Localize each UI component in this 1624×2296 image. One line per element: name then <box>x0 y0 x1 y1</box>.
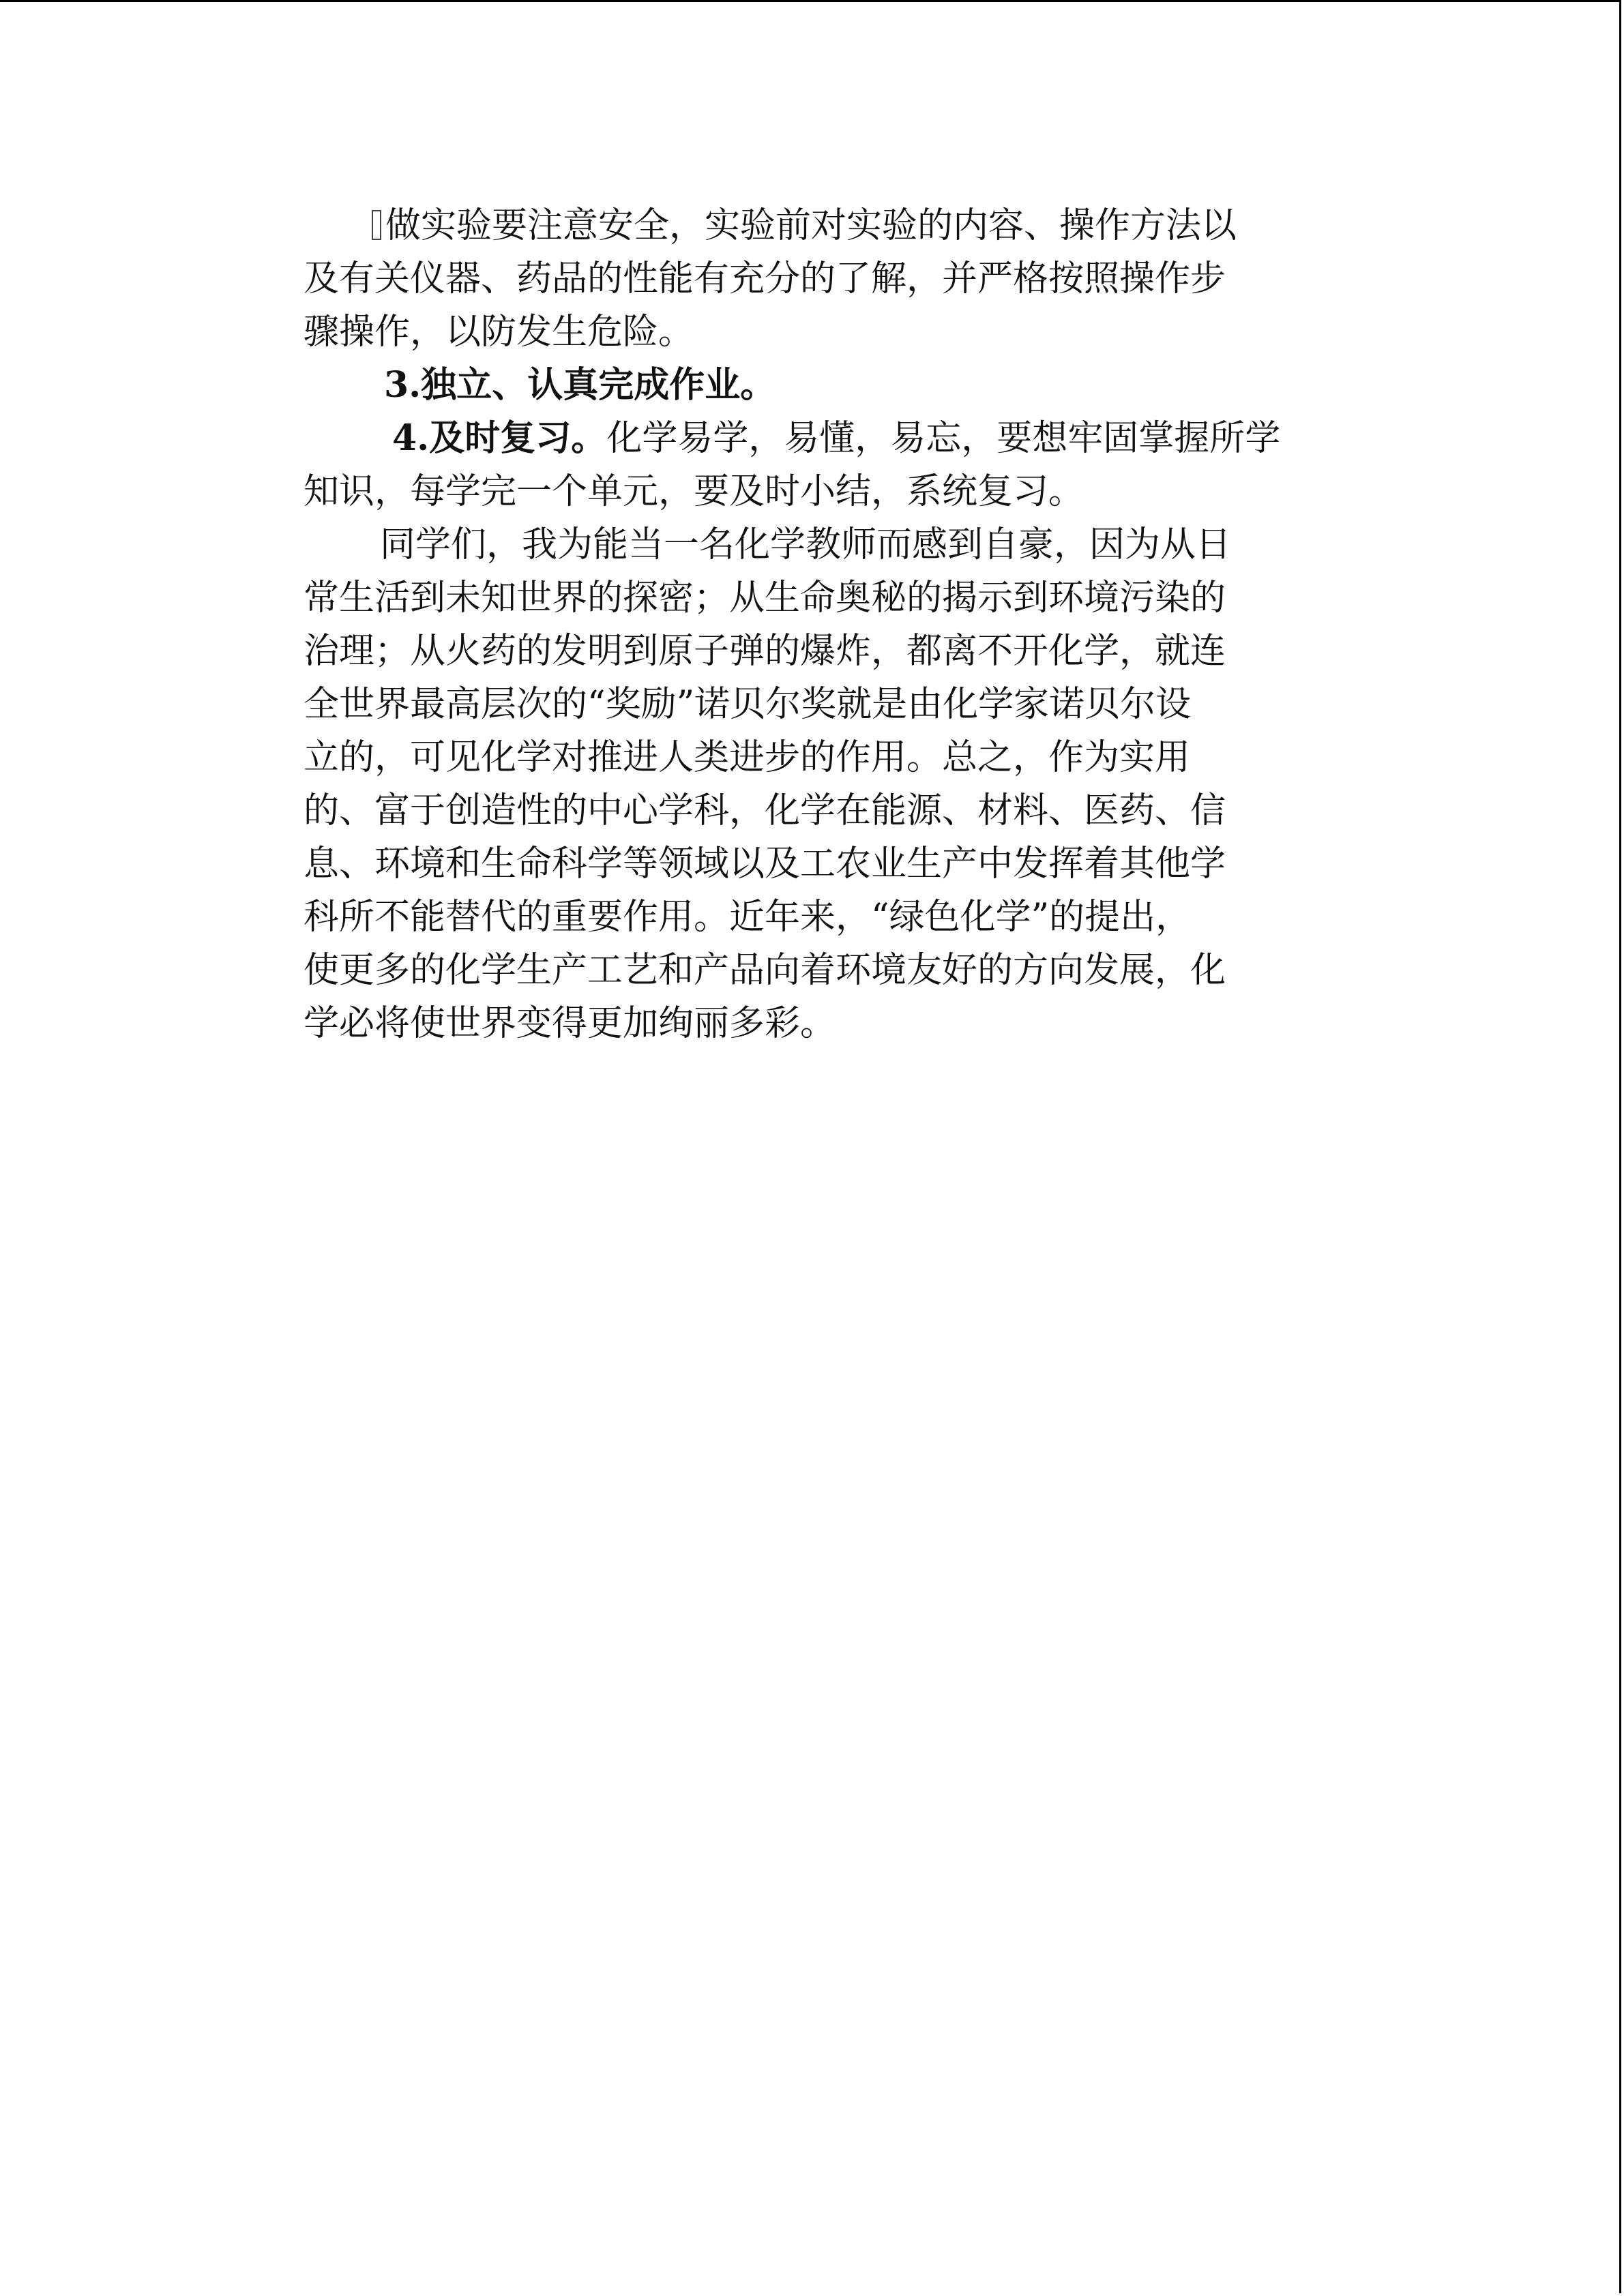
paragraph1-line2: 及有关仪器、药品的性能有充分的了解，并严格按照操作步 <box>304 258 1226 299</box>
paragraph1-line1-text: 做实验要注意安全，实验前对实验的内容、操作方法以 <box>385 205 1237 246</box>
paragraph1-line1 <box>372 199 1237 252</box>
paragraph2-line: 同学们，我为能当一名化学教师而感到自豪，因为从日 <box>380 524 1232 565</box>
item3-heading: 3.独立、认真完成作业。 <box>384 364 776 406</box>
item4-line2: 知识，每学完一个单元，要及时小结，系统复习。 <box>304 471 1084 512</box>
paragraph2-line: 全世界最高层次的“奖励”诺贝尔奖就是由化学家诺贝尔设 <box>304 684 1192 725</box>
paragraph1-line3: 骤操作，以防发生危险。 <box>304 312 694 353</box>
paragraph2-line: 常生活到未知世界的探密；从生命奥秘的揭示到环境污染的 <box>304 578 1226 618</box>
paragraph2-line: 立的，可见化学对推进人类进步的作用。总之，作为实用 <box>304 737 1191 778</box>
paragraph2-line: 的、富于创造性的中心学科，化学在能源、材料、医药、信 <box>304 790 1226 831</box>
missing-glyph-box <box>372 210 381 240</box>
paragraph2-line: 治理；从火药的发明到原子弹的爆炸，都离不开化学，就连 <box>304 631 1226 672</box>
item4-line1-text: 化学易学，易懂，易忘，要想牢固掌握所学 <box>606 418 1281 459</box>
paragraph2-line: 科所不能替代的重要作用。近年来，“绿色化学”的提出， <box>304 897 1192 938</box>
paragraph2-line: 息、环境和生命科学等领域以及工农业生产中发挥着其他学 <box>304 844 1226 884</box>
paragraph2-line: 使更多的化学生产工艺和产品向着环境友好的方向发展，化 <box>304 950 1226 991</box>
paragraph2-line: 学必将使世界变得更加绚丽多彩。 <box>304 1003 836 1044</box>
item4-line1 <box>392 412 1280 465</box>
item4-heading: 4.及时复习。 <box>392 417 607 459</box>
